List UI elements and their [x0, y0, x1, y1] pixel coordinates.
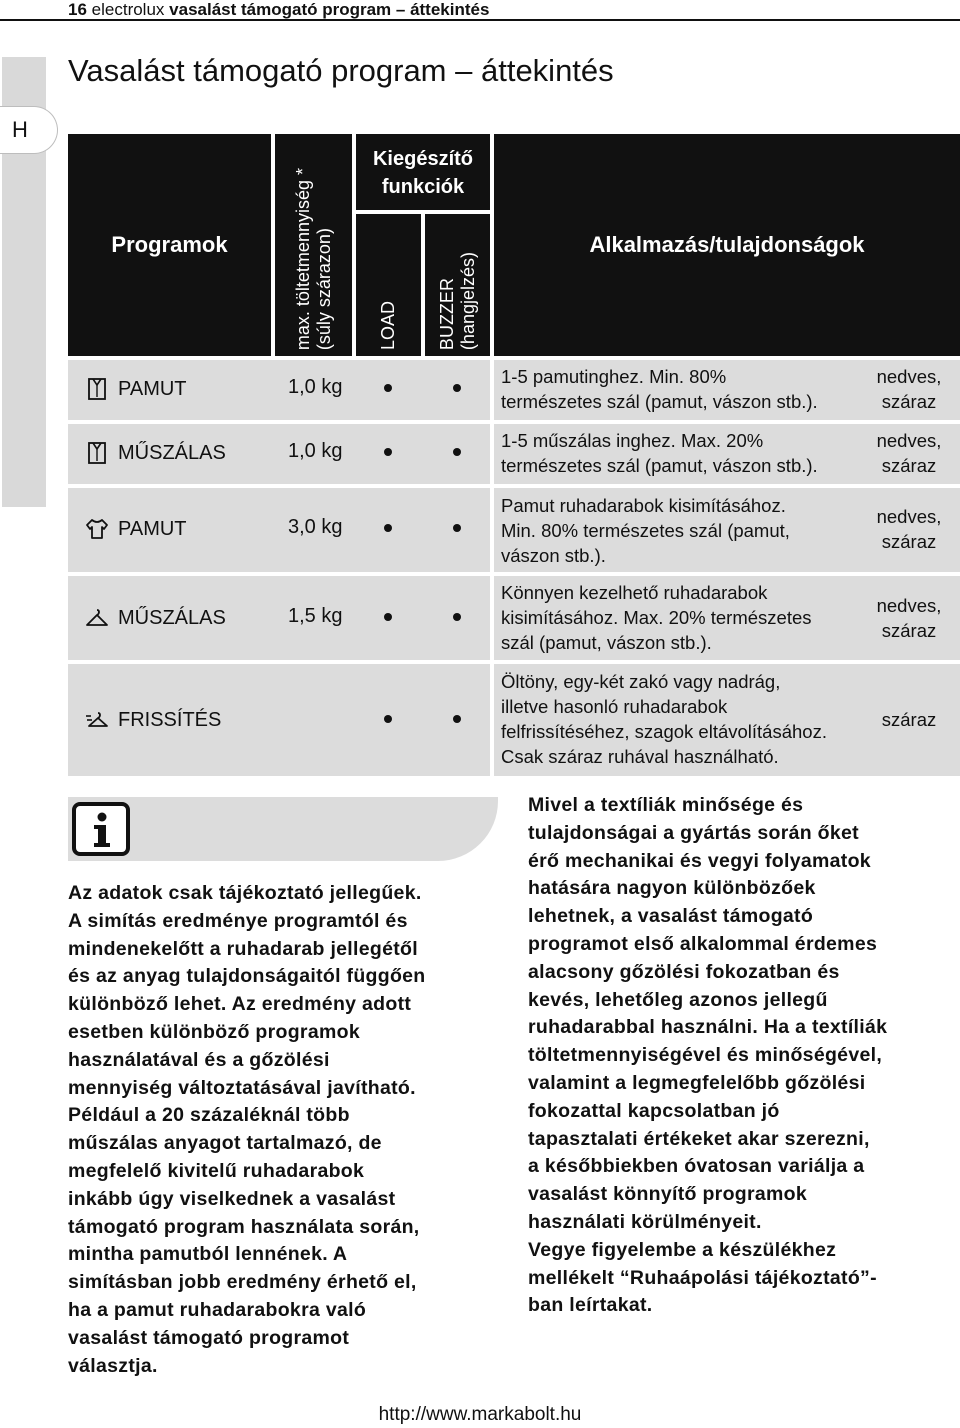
program-cell — [84, 376, 187, 402]
header-load-label: LOAD — [378, 300, 398, 350]
state-line: száraz — [881, 391, 937, 412]
program-weight: 1,0 kg — [288, 440, 343, 462]
page-number: 16 — [68, 0, 87, 19]
note-line: különböző lehet. Az eredmény adott — [68, 993, 412, 1016]
language-label: H — [12, 117, 28, 142]
state-line: száraz — [881, 709, 937, 730]
program-name: MŰSZÁLAS — [118, 441, 226, 464]
note-line: választja. — [68, 1354, 158, 1377]
note-line: és az anyag tulajdonságaitól függően — [68, 965, 426, 988]
advice-line: hatására nagyon különbözőek — [528, 877, 816, 900]
state-line: nedves, — [876, 366, 942, 387]
note-line: mintha pamutból lennének. A — [68, 1243, 348, 1266]
running-header — [68, 0, 489, 20]
desc-line: természetes szál (pamut, vászon stb.). — [501, 455, 818, 476]
header-extra-functions — [356, 134, 490, 210]
note-line: támogató program használata során, — [68, 1215, 420, 1238]
program-state — [866, 428, 952, 478]
program-description — [501, 493, 861, 568]
desc-line: felfrissítéséhez, szagok eltávolításához. — [501, 721, 827, 742]
buzzer-dot — [453, 448, 461, 456]
info-note-text — [68, 880, 508, 1380]
buzzer-dot — [453, 715, 461, 723]
desc-line: Csak száraz ruhával használható. — [501, 746, 779, 767]
program-state — [866, 707, 952, 732]
state-line: nedves, — [876, 506, 942, 527]
desc-line: természetes szál (pamut, vászon stb.). — [501, 391, 818, 412]
program-state — [866, 504, 952, 554]
advice-line: lehetnek, a vasalást támogató — [528, 905, 814, 928]
note-line: műszálas anyagot tartalmazó, de — [68, 1132, 382, 1155]
usage-advice-text — [528, 792, 958, 1320]
advice-line: ban leírtakat. — [528, 1294, 653, 1317]
section-name: vasalást támogató program – áttekintés — [169, 0, 490, 19]
desc-line: illetve hasonló ruhadarabok — [501, 696, 728, 717]
program-name: PAMUT — [118, 377, 187, 400]
load-dot — [384, 524, 392, 532]
tshirt-icon — [84, 516, 110, 542]
buzzer-dot — [453, 384, 461, 392]
header-rule — [0, 19, 960, 21]
note-line: Az adatok csak tájékoztató jellegűek. — [68, 882, 422, 904]
load-dot — [384, 448, 392, 456]
program-state — [866, 593, 952, 643]
advice-line: vasalást könnyítő programok — [528, 1183, 808, 1206]
header-capacity-line2: (súly szárazon) — [313, 227, 334, 350]
advice-line: töltetmennyiségével és minőségével, — [528, 1044, 883, 1067]
note-line: mennyiség változtatásával javítható. — [68, 1076, 416, 1099]
note-line: ha a pamut ruhadarabokra való — [68, 1298, 367, 1321]
desc-line: Öltöny, egy-két zakó vagy nadrág, — [501, 671, 781, 692]
header-application-label: Alkalmazás/tulajdonságok — [589, 232, 865, 257]
refresh-hanger-icon — [84, 707, 110, 733]
note-line: A simítás eredménye programtól és — [68, 909, 408, 932]
advice-line: a későbbiekben óvatosan variálja a — [528, 1155, 865, 1178]
desc-line: Könnyen kezelhető ruhadarabok — [501, 582, 768, 603]
state-line: száraz — [881, 455, 937, 476]
advice-line: ruhadarabbal használni. Ha a textíliák — [528, 1016, 888, 1039]
load-dot — [384, 715, 392, 723]
advice-line: programot első alkalommal érdemes — [528, 932, 878, 955]
note-line: vasalást támogató programot — [68, 1326, 350, 1349]
note-line: esetben különböző programok — [68, 1020, 360, 1043]
load-dot — [384, 384, 392, 392]
brand-name: electrolux — [91, 0, 165, 19]
advice-line: alacsony gőzölési fokozatban és — [528, 960, 840, 983]
header-extra-line1: Kiegészítő — [372, 148, 474, 170]
program-cell — [84, 440, 226, 466]
header-programs — [68, 134, 271, 356]
footer-url[interactable]: http://www.markabolt.hu — [378, 1404, 582, 1425]
advice-line: érő mechanikai és vegyi folyamatok — [528, 849, 871, 872]
desc-line: Min. 80% természetes szál (pamut, — [501, 520, 790, 541]
program-weight: 1,0 kg — [288, 376, 343, 398]
note-line: simításban jobb eredmény érhető el, — [68, 1271, 417, 1294]
program-weight: 3,0 kg — [288, 516, 343, 538]
program-weight: 1,5 kg — [288, 605, 343, 627]
program-state — [866, 364, 952, 414]
header-capacity-line1: max. töltetmennyiség * — [292, 167, 313, 350]
page-title: Vasalást támogató program – áttekintés — [68, 53, 614, 88]
program-description — [501, 580, 861, 655]
program-cell — [84, 516, 187, 542]
desc-line: kisimításához. Max. 20% természetes — [501, 607, 812, 628]
header-load — [356, 214, 421, 356]
info-icon — [72, 802, 130, 856]
state-line: száraz — [881, 620, 937, 641]
advice-line: tulajdonságai a gyártás során őket — [528, 821, 859, 844]
header-buzzer-line2: (hangjelzés) — [457, 251, 478, 350]
advice-line: Mivel a textíliák minősége és — [528, 794, 804, 816]
program-name: FRISSÍTÉS — [118, 708, 222, 731]
info-banner — [68, 797, 498, 861]
program-cell — [84, 707, 221, 733]
language-tab — [0, 106, 58, 154]
note-line: inkább úgy viselkednek a vasalást — [68, 1187, 396, 1210]
shirt-icon — [84, 376, 110, 402]
load-dot — [384, 613, 392, 621]
program-description — [501, 669, 861, 769]
desc-line: 1-5 műszálas inghez. Max. 20% — [501, 430, 764, 451]
advice-line: használati körülményeit. — [528, 1210, 762, 1233]
state-line: nedves, — [876, 430, 942, 451]
advice-line: fokozattal kapcsolatban jó — [528, 1099, 780, 1122]
advice-line: mellékelt “Ruhaápolási tájékoztató”- — [528, 1266, 877, 1289]
note-line: megfelelő kivitelű ruhadarabok — [68, 1159, 365, 1182]
advice-line: Vegye figyelembe a készülékhez — [528, 1238, 837, 1261]
desc-line: Pamut ruhadarabok kisimításához. — [501, 495, 786, 516]
advice-line: tapasztalati értékeket akar szerezni, — [528, 1127, 870, 1150]
program-name: MŰSZÁLAS — [118, 606, 226, 629]
hanger-icon — [84, 605, 110, 631]
note-line: Például a 20 százaléknál több — [68, 1104, 350, 1127]
desc-line: vászon stb.). — [501, 545, 606, 566]
header-capacity — [275, 134, 352, 356]
desc-line: szál (pamut, vászon stb.). — [501, 632, 712, 653]
buzzer-dot — [453, 613, 461, 621]
program-description — [501, 364, 861, 414]
header-extra-line2: funkciók — [381, 176, 465, 198]
buzzer-dot — [453, 524, 461, 532]
program-cell — [84, 605, 226, 631]
shirt-icon — [84, 440, 110, 466]
header-buzzer-line1: BUZZER — [436, 278, 457, 350]
program-name: PAMUT — [118, 517, 187, 540]
note-line: használatával és a gőzölési — [68, 1048, 330, 1071]
header-application — [494, 134, 960, 356]
advice-line: valamint a legmegfelelőbb gőzölési — [528, 1071, 866, 1094]
state-line: nedves, — [876, 595, 942, 616]
header-programs-label: Programok — [111, 232, 228, 257]
state-line: száraz — [881, 531, 937, 552]
note-line: mindenekelőtt a ruhadarab jellegétől — [68, 937, 418, 960]
desc-line: 1-5 pamutinghez. Min. 80% — [501, 366, 727, 387]
program-description — [501, 428, 861, 478]
advice-line: kevés, lehetőleg azonos jellegű — [528, 988, 828, 1011]
header-buzzer — [425, 214, 490, 356]
